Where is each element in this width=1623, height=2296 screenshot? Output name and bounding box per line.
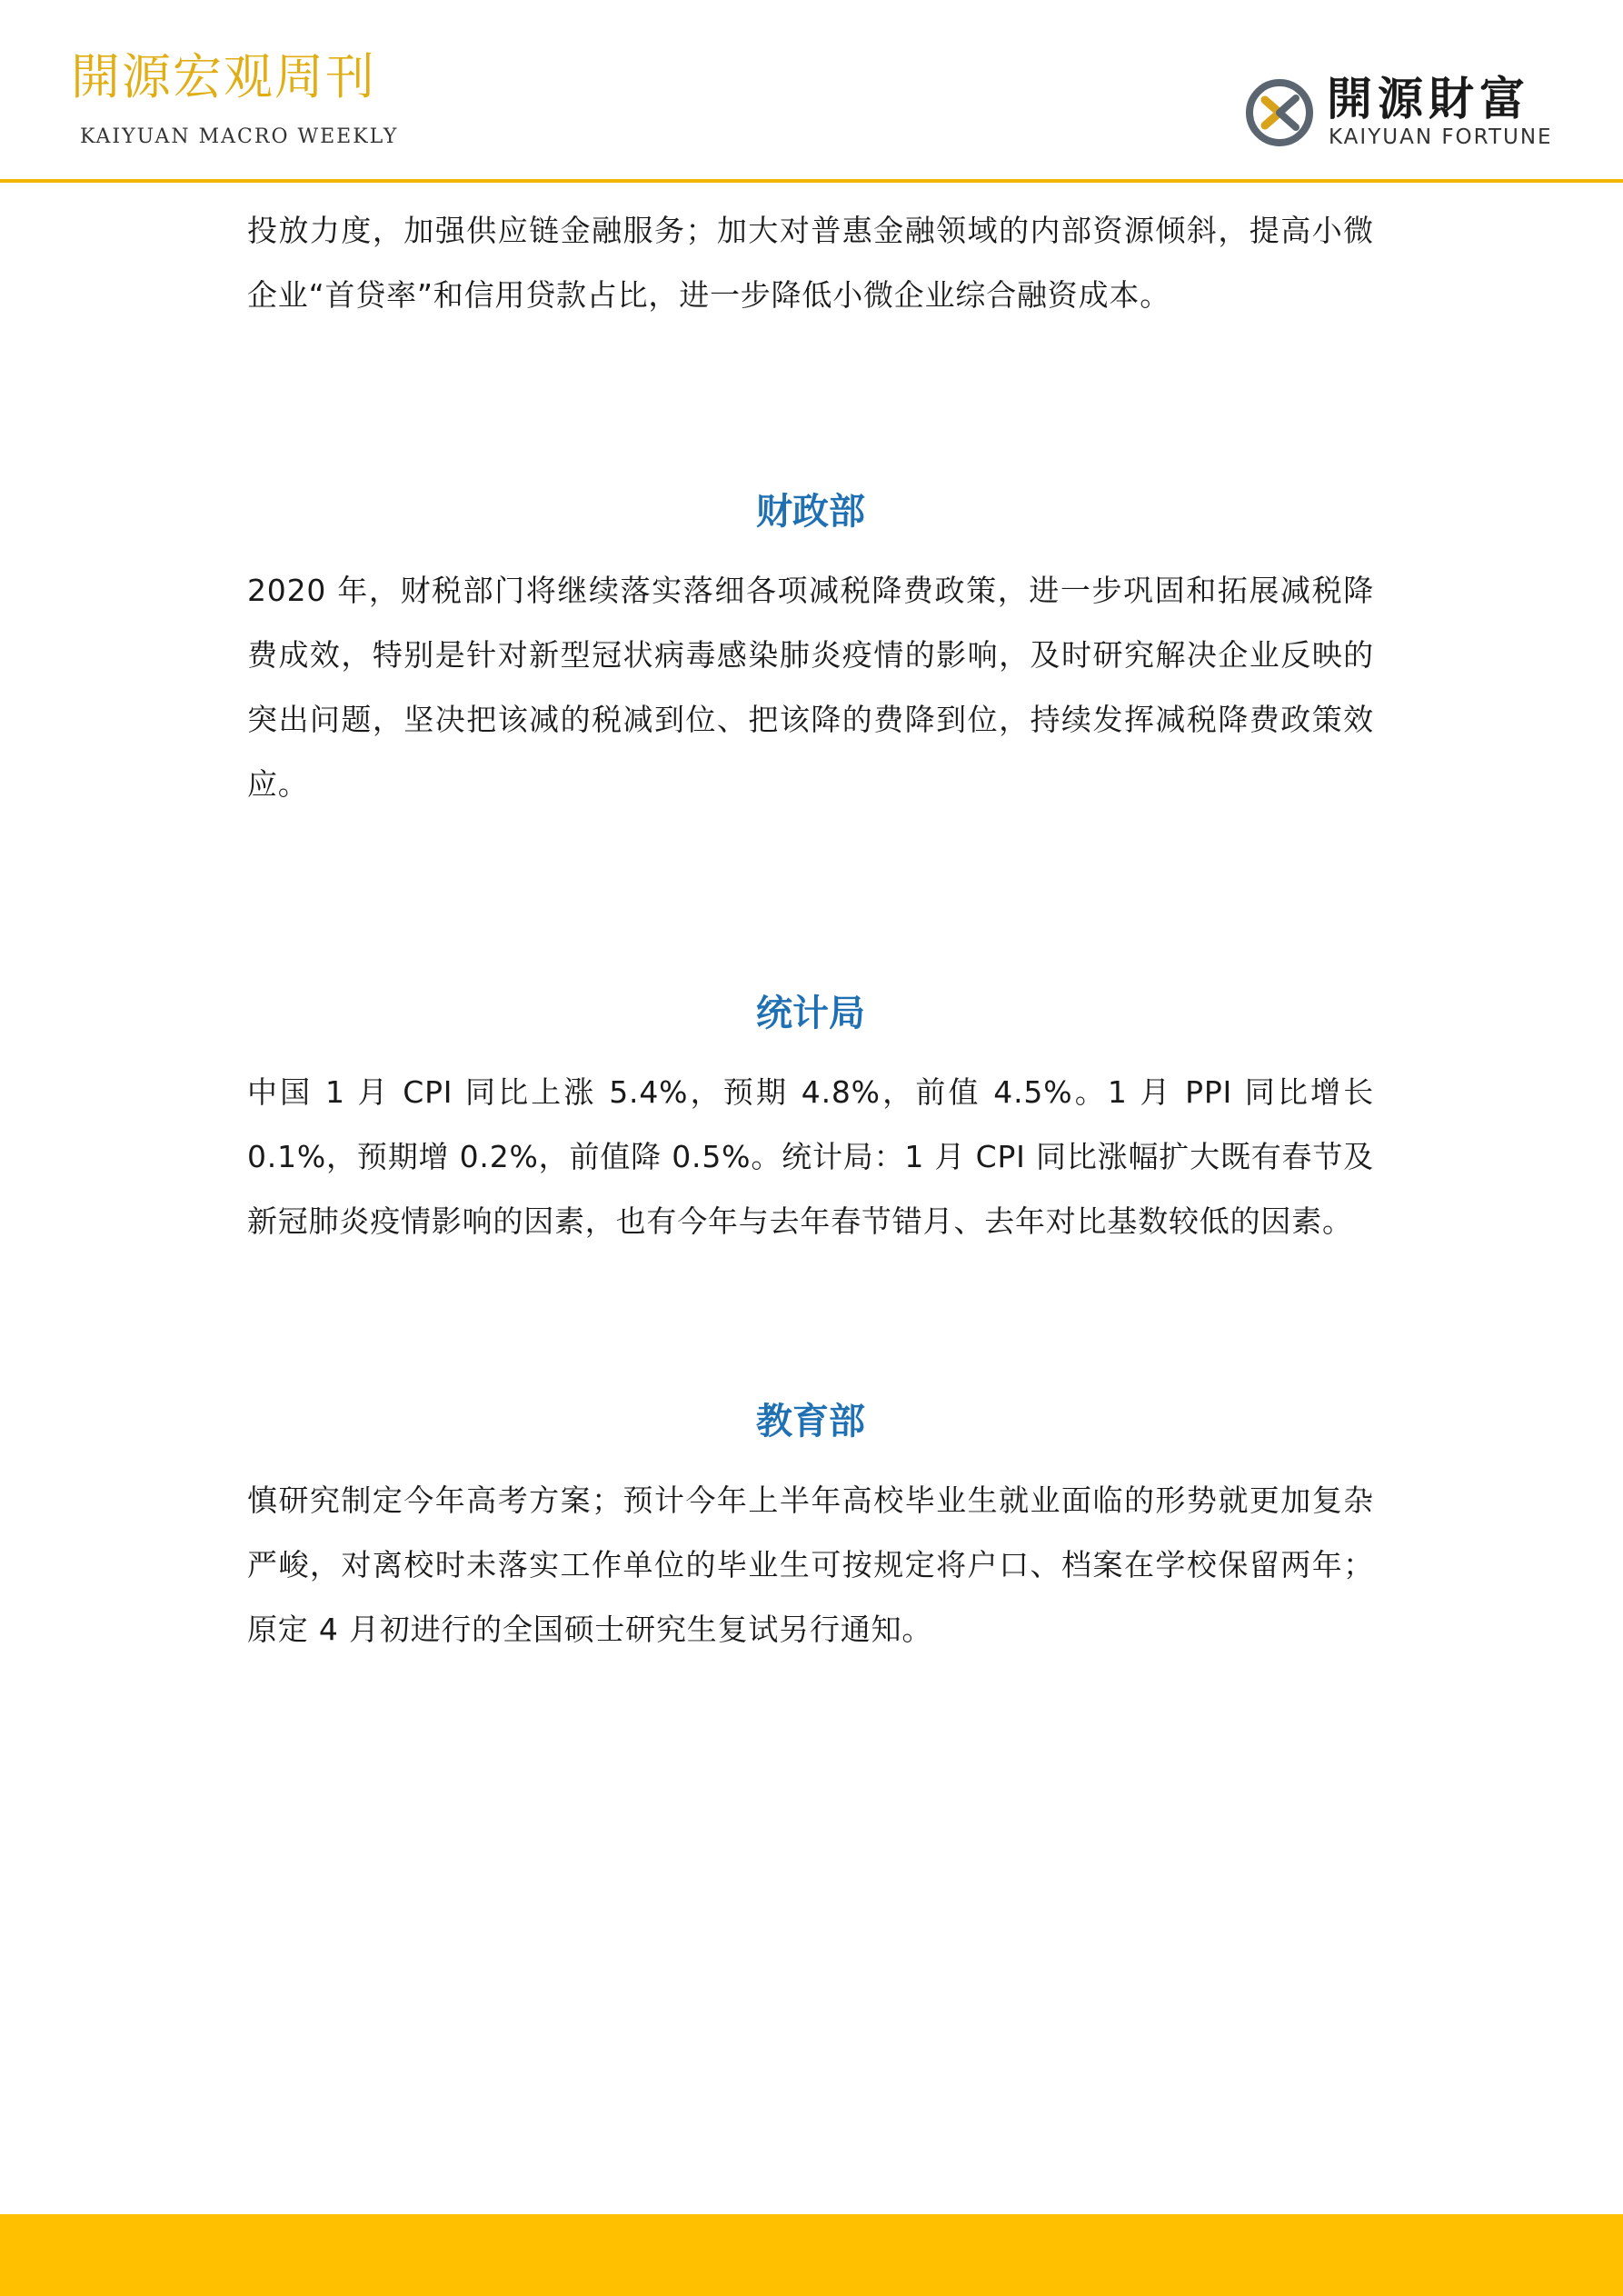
publication-subtitle: KAIYUAN MACRO WEEKLY [80, 125, 399, 148]
section-body-education: 慎研究制定今年高考方案；预计今年上半年高校毕业生就业面临的形势就更加复杂严峻，对离校时未落实工作单位的毕业生可按规定将户口、档案在学校保留两年；原定 4 月初进行的全国硕士研究生复试另行通知。 [247, 1482, 1374, 1647]
page-header [0, 0, 1623, 182]
publication-title: 開源宏观周刊 [71, 48, 376, 105]
section-body-statistics: 中国 1 月 CPI 同比上涨 5.4%，预期 4.8%，前值 4.5%。1 月 PPI 同比增长 0.1%，预期增 0.2%，前值降 0.5%。统计局：1 月 CPI 同比涨幅扩大既有春节及新冠肺炎疫情影响的因素，也有今年与去年春节错月、去年对比基数较低的因素。 [247, 1074, 1374, 1239]
intro-paragraph: 投放力度，加强供应链金融服务；加大对普惠金融领域的内部资源倾斜，提高小微企业“首贷率”和信用贷款占比，进一步降低小微企业综合融资成本。 [247, 213, 1374, 313]
section-heading-statistics: 统计局 [756, 992, 865, 1034]
article-body [247, 198, 1374, 1662]
kaiyuan-logo-icon [1243, 76, 1316, 149]
brand-logo [1243, 73, 1570, 155]
logo-english-text: KAIYUAN FORTUNE [1329, 125, 1553, 149]
section-heading-finance: 财政部 [756, 490, 865, 533]
logo-chinese-text: 開源財富 [1327, 73, 1530, 125]
section-body-finance: 2020 年，财税部门将继续落实落细各项减税降费政策，进一步巩固和拓展减税降费成效，特别是针对新型冠状病毒感染肺炎疫情的影响，及时研究解决企业反映的突出问题，坚决把该减的税减到位、把该降的费降到位，持续发挥减税降费政策效应。 [247, 573, 1374, 802]
footer-bar [0, 2214, 1623, 2296]
section-heading-education: 教育部 [756, 1400, 865, 1442]
header-divider [0, 179, 1623, 183]
